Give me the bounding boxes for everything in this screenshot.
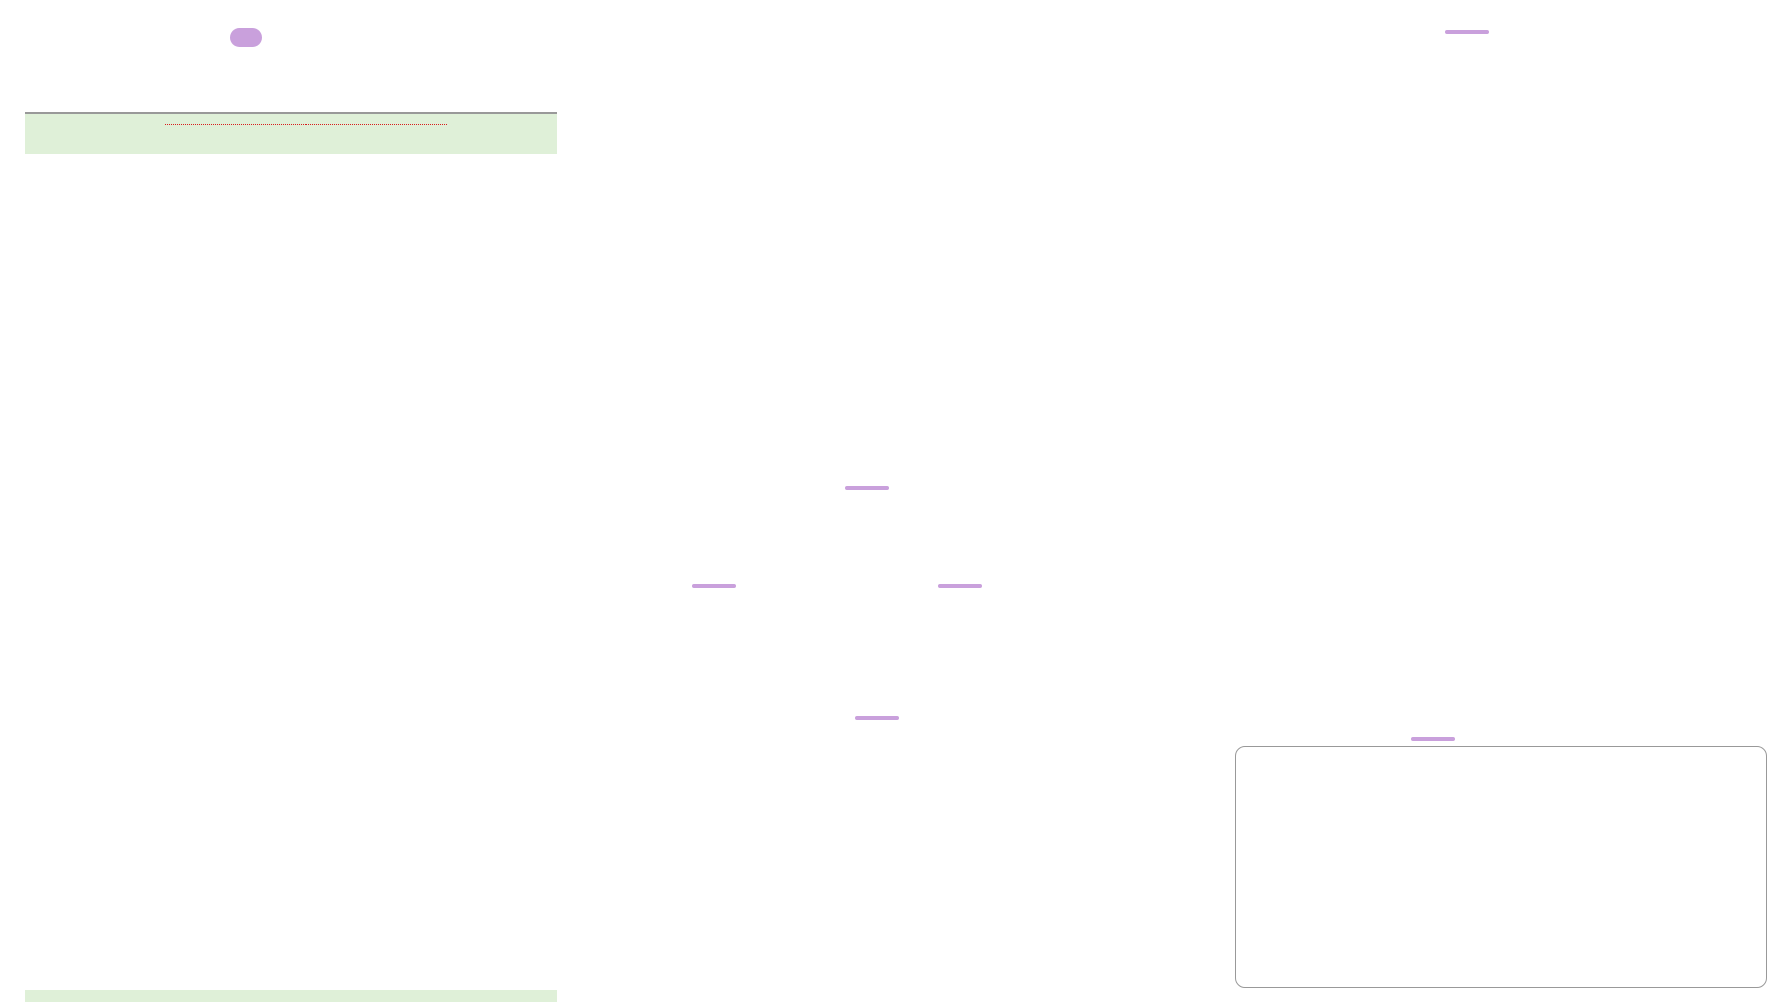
prelude-dots [165, 124, 306, 125]
dawn-title-pill [845, 486, 889, 490]
relay-title-pill [1411, 737, 1455, 741]
youth-title-pill [692, 584, 736, 588]
teacher-title-pill [938, 584, 982, 588]
prelude-band [25, 112, 557, 154]
announcements-column [1230, 0, 1786, 1002]
prelude-dots [306, 124, 447, 125]
worship-title [230, 39, 262, 43]
mokjang-title-pill [855, 716, 899, 720]
schedule-column [620, 0, 1180, 1002]
worship-order-column [0, 0, 560, 1002]
relay-prayer-box [1235, 746, 1767, 988]
announce-title-pill [1445, 30, 1489, 34]
worship-title-pill [230, 28, 262, 47]
bottom-band [25, 990, 557, 1002]
